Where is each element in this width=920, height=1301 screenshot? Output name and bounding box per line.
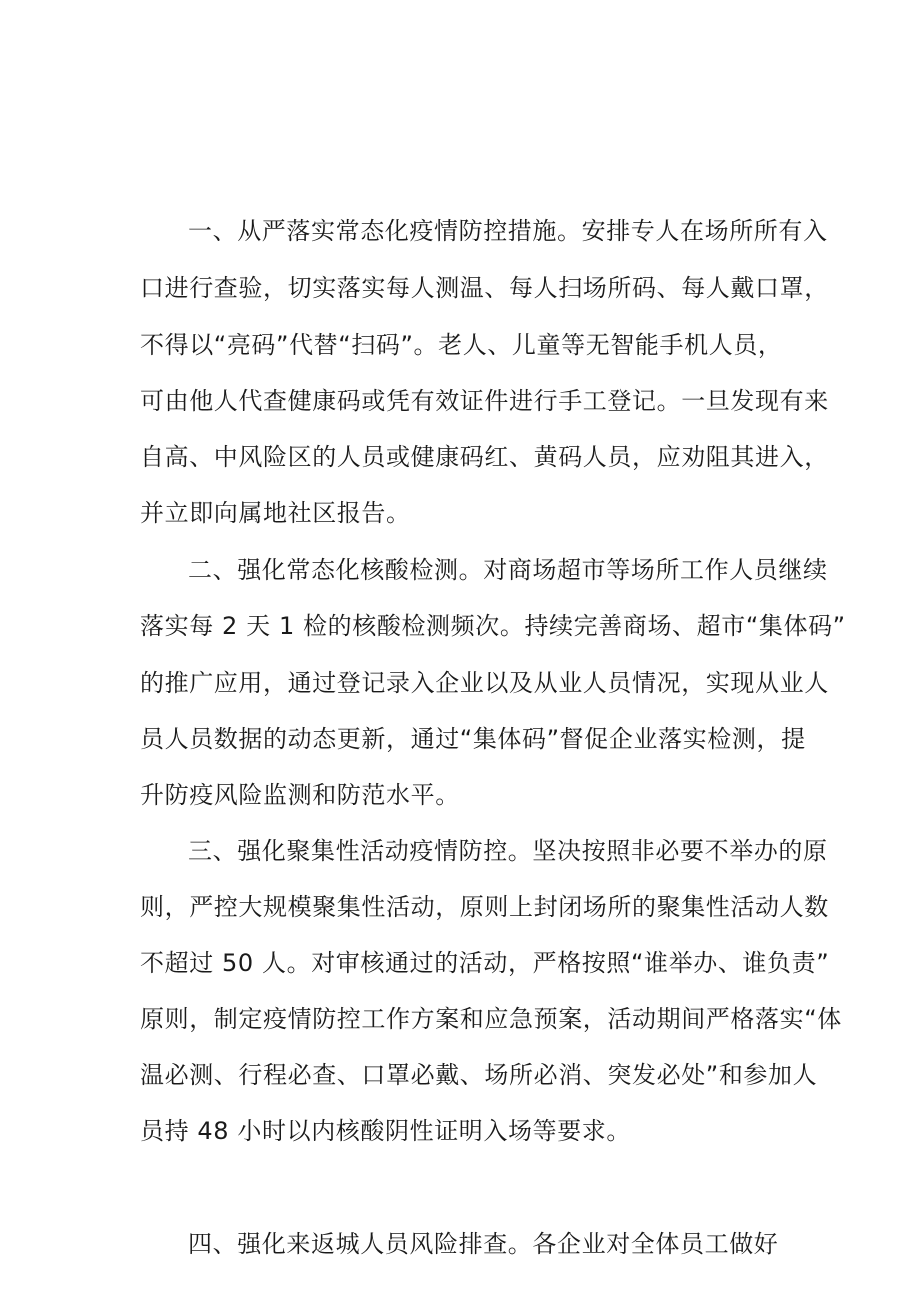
paragraph-4-line-1: 四、强化来返城人员风险排查。各企业对全体员工做好 bbox=[188, 1230, 779, 1258]
paragraph-1-line-2: 口进行查验，切实落实每人测温、每人扫场所码、每人戴口罩， bbox=[140, 274, 829, 302]
paragraph-1-line-3: 不得以“亮码”代替“扫码”。老人、儿童等无智能手机人员， bbox=[140, 331, 783, 359]
paragraph-3-line-3: 不超过 50 人。对审核通过的活动，严格按照“谁举办、谁负责” bbox=[140, 949, 830, 977]
paragraph-1-line-1: 一、从严落实常态化疫情防控措施。安排专人在场所所有入 bbox=[188, 217, 828, 245]
paragraph-2-line-5: 升防疫风险监测和防范水平。 bbox=[140, 781, 460, 809]
paragraph-2-line-1: 二、强化常态化核酸检测。对商场超市等场所工作人员继续 bbox=[188, 556, 828, 584]
paragraph-3-line-1: 三、强化聚集性活动疫情防控。坚决按照非必要不举办的原 bbox=[188, 837, 828, 865]
paragraph-1-line-5: 自高、中风险区的人员或健康码红、黄码人员，应劝阻其进入， bbox=[140, 443, 829, 471]
paragraph-2-line-4: 员人员数据的动态更新，通过“集体码”督促企业落实检测，提 bbox=[140, 725, 806, 753]
paragraph-2-line-3: 的推广应用，通过登记录入企业以及从业人员情况，实现从业人 bbox=[140, 669, 829, 697]
paragraph-2-line-2: 落实每 2 天 1 检的核酸检测频次。持续完善商场、超市“集体码” bbox=[140, 612, 846, 640]
paragraph-3-line-5: 温必测、行程必查、口罩必戴、场所必消、突发必处”和参加人 bbox=[140, 1061, 818, 1089]
paragraph-1-line-4: 可由他人代查健康码或凭有效证件进行手工登记。一旦发现有来 bbox=[140, 387, 829, 415]
paragraph-3-line-2: 则，严控大规模聚集性活动，原则上封闭场所的聚集性活动人数 bbox=[140, 893, 829, 921]
paragraph-3-line-6: 员持 48 小时以内核酸阴性证明入场等要求。 bbox=[140, 1117, 631, 1145]
paragraph-3-line-4: 原则，制定疫情防控工作方案和应急预案，活动期间严格落实“体 bbox=[140, 1005, 842, 1033]
paragraph-1-line-6: 并立即向属地社区报告。 bbox=[140, 499, 411, 527]
